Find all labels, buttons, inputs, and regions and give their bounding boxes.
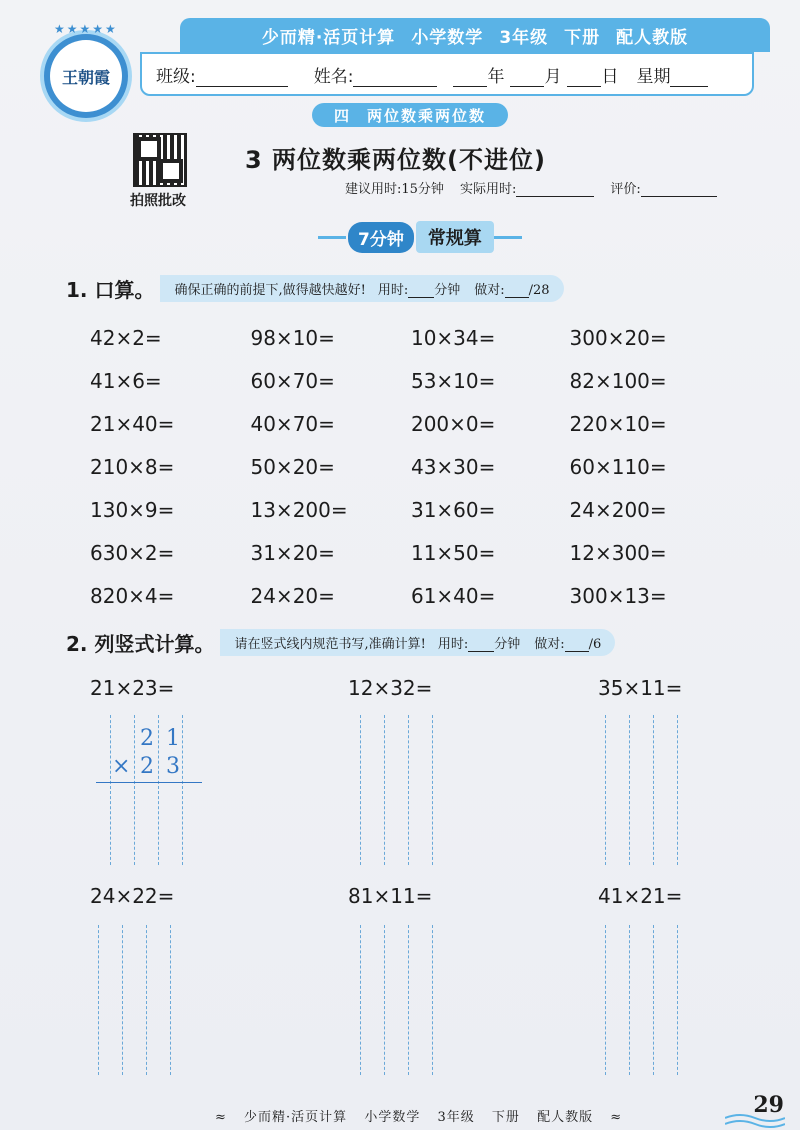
problem[interactable]: 40×70=: [250, 411, 335, 436]
unit-title: 两位数乘两位数: [367, 106, 487, 125]
problem[interactable]: 82×100=: [569, 368, 667, 393]
problem[interactable]: 53×10=: [410, 368, 496, 393]
class-blank[interactable]: [196, 67, 288, 87]
problem[interactable]: 13×200=: [250, 497, 348, 522]
q2-correct-label: 做对:: [534, 637, 565, 652]
week-label: 星期: [636, 66, 671, 87]
q1-title: 1. 口算。: [66, 278, 155, 302]
problem[interactable]: 300×13=: [569, 583, 667, 608]
unit-title-bar: [312, 103, 508, 127]
weekday-field[interactable]: [636, 62, 708, 87]
problem[interactable]: 41×6=: [90, 368, 162, 393]
year-blank[interactable]: [453, 67, 487, 87]
q1-correct-label: 做对:: [474, 283, 505, 298]
footer-volume: 下册: [491, 1110, 520, 1125]
qr-code-icon[interactable]: [133, 133, 187, 187]
month-blank[interactable]: [510, 67, 544, 87]
suggest-time: 建议用时:15分钟: [345, 182, 444, 197]
week-blank[interactable]: [670, 67, 708, 87]
problem[interactable]: 130×9=: [90, 497, 175, 522]
rating-blank[interactable]: [641, 181, 717, 197]
name-blank[interactable]: [353, 67, 437, 87]
banner-series: 少而精·活页计算: [261, 27, 396, 48]
problem[interactable]: 630×2=: [90, 540, 175, 565]
problem-row: [90, 316, 730, 359]
problem[interactable]: 820×4=: [90, 583, 175, 608]
example-underline: [96, 782, 202, 783]
unit-number: 四: [333, 106, 351, 125]
vertical-problem[interactable]: 24×22=: [90, 884, 175, 908]
footer-text: [215, 1106, 634, 1125]
lesson-meta: [345, 178, 717, 197]
lesson-title: 3 两位数乘两位数(不进位): [245, 146, 546, 174]
footer-series: 少而精·活页计算: [244, 1110, 348, 1125]
vertical-problem[interactable]: 35×11=: [598, 676, 683, 700]
problem[interactable]: 31×20=: [250, 540, 335, 565]
actual-time-label: 实际用时:: [459, 182, 517, 197]
page-footer: [0, 1088, 800, 1130]
problem-row: [90, 531, 730, 574]
banner-edition: 配人教版: [616, 27, 689, 48]
vertical-problem[interactable]: 12×32=: [348, 676, 433, 700]
day-blank[interactable]: [567, 67, 601, 87]
problem[interactable]: 220×10=: [569, 411, 667, 436]
problem[interactable]: 31×60=: [410, 497, 496, 522]
footer-grade: 3年级: [437, 1110, 475, 1125]
rating-label: 评价:: [610, 182, 641, 197]
q1-header: [66, 274, 564, 303]
problem[interactable]: 98×10=: [250, 325, 335, 350]
problem[interactable]: 11×50=: [410, 540, 496, 565]
banner-subject: 小学数学: [411, 27, 484, 48]
example-bottom-digit: 3: [166, 754, 180, 779]
date-field[interactable]: [453, 62, 618, 87]
q2-correct-blank[interactable]: [565, 636, 589, 652]
year-label: 年: [487, 66, 505, 87]
problem[interactable]: 24×200=: [569, 497, 667, 522]
problem-row: [90, 445, 730, 488]
problem-row: [90, 359, 730, 402]
q2-tip-bar: [220, 629, 615, 656]
actual-time-blank[interactable]: [516, 181, 594, 197]
q2-time-blank[interactable]: [468, 636, 494, 652]
q1-total: /28: [528, 283, 550, 298]
example-bottom-digit: 2: [140, 754, 154, 779]
problem-row: [90, 488, 730, 531]
q1-tip: 确保正确的前提下,做得越快越好!: [174, 283, 366, 298]
problem[interactable]: 12×300=: [569, 540, 667, 565]
q1-correct-blank[interactable]: [505, 282, 529, 298]
vertical-problem[interactable]: 81×11=: [348, 884, 433, 908]
month-label: 月: [544, 66, 562, 87]
oral-problems-grid: [90, 316, 730, 617]
class-field[interactable]: [156, 62, 288, 87]
problem[interactable]: 42×2=: [90, 325, 162, 350]
banner-volume: 下册: [564, 27, 601, 48]
problem[interactable]: 10×34=: [410, 325, 496, 350]
logo-text: 王朝霞: [50, 40, 122, 112]
section-header: [318, 222, 522, 252]
q2-header: [66, 628, 615, 657]
q2-title: 2. 列竖式计算。: [66, 632, 215, 656]
problem[interactable]: 24×20=: [250, 583, 335, 608]
q1-tip-bar: [160, 275, 563, 302]
problem[interactable]: 21×40=: [90, 411, 175, 436]
banner-grade: 3年级: [499, 27, 549, 48]
problem-row: [90, 574, 730, 617]
wave-icon: ≈: [610, 1110, 623, 1125]
problem[interactable]: 60×110=: [569, 454, 667, 479]
problem-row: [90, 402, 730, 445]
wave-icon: ≈: [215, 1110, 227, 1125]
problem[interactable]: 210×8=: [90, 454, 175, 479]
class-label: 班级:: [156, 66, 196, 87]
day-label: 日: [601, 66, 619, 87]
q1-time-unit: 分钟: [434, 283, 461, 298]
problem[interactable]: 61×40=: [410, 583, 496, 608]
brand-logo: [40, 22, 132, 122]
time-badge: 7分钟: [348, 222, 414, 253]
example-top-digit: 1: [166, 726, 180, 751]
q1-time-blank[interactable]: [408, 282, 434, 298]
problem[interactable]: 200×0=: [410, 411, 496, 436]
q1-time-label: 用时:: [377, 283, 409, 298]
stars-icon: ★★★★★: [54, 22, 118, 36]
student-info-box: [140, 52, 754, 96]
q2-time-unit: 分钟: [494, 637, 521, 652]
q2-time-label: 用时:: [437, 637, 469, 652]
page-number: 29: [753, 1092, 784, 1118]
name-label: 姓名:: [313, 66, 354, 87]
footer-subject: 小学数学: [364, 1110, 421, 1125]
problem[interactable]: 43×30=: [410, 454, 496, 479]
problem[interactable]: 50×20=: [250, 454, 335, 479]
problem[interactable]: 60×70=: [250, 368, 335, 393]
footer-edition: 配人教版: [537, 1110, 594, 1125]
vertical-problem[interactable]: 41×21=: [598, 884, 683, 908]
example-times-sign: ×: [112, 754, 131, 779]
divider: [318, 236, 346, 239]
problem[interactable]: 300×20=: [569, 325, 667, 350]
q2-tip: 请在竖式线内规范书写,准确计算!: [234, 637, 426, 652]
series-banner: [180, 18, 770, 52]
name-field[interactable]: [314, 62, 438, 87]
divider: [494, 236, 522, 239]
q2-total: /6: [588, 637, 602, 652]
example-top-digit: 2: [140, 726, 154, 751]
section-name: 常规算: [416, 221, 494, 253]
qr-label: 拍照批改: [130, 193, 186, 209]
vertical-problem[interactable]: 21×23=: [90, 676, 175, 700]
